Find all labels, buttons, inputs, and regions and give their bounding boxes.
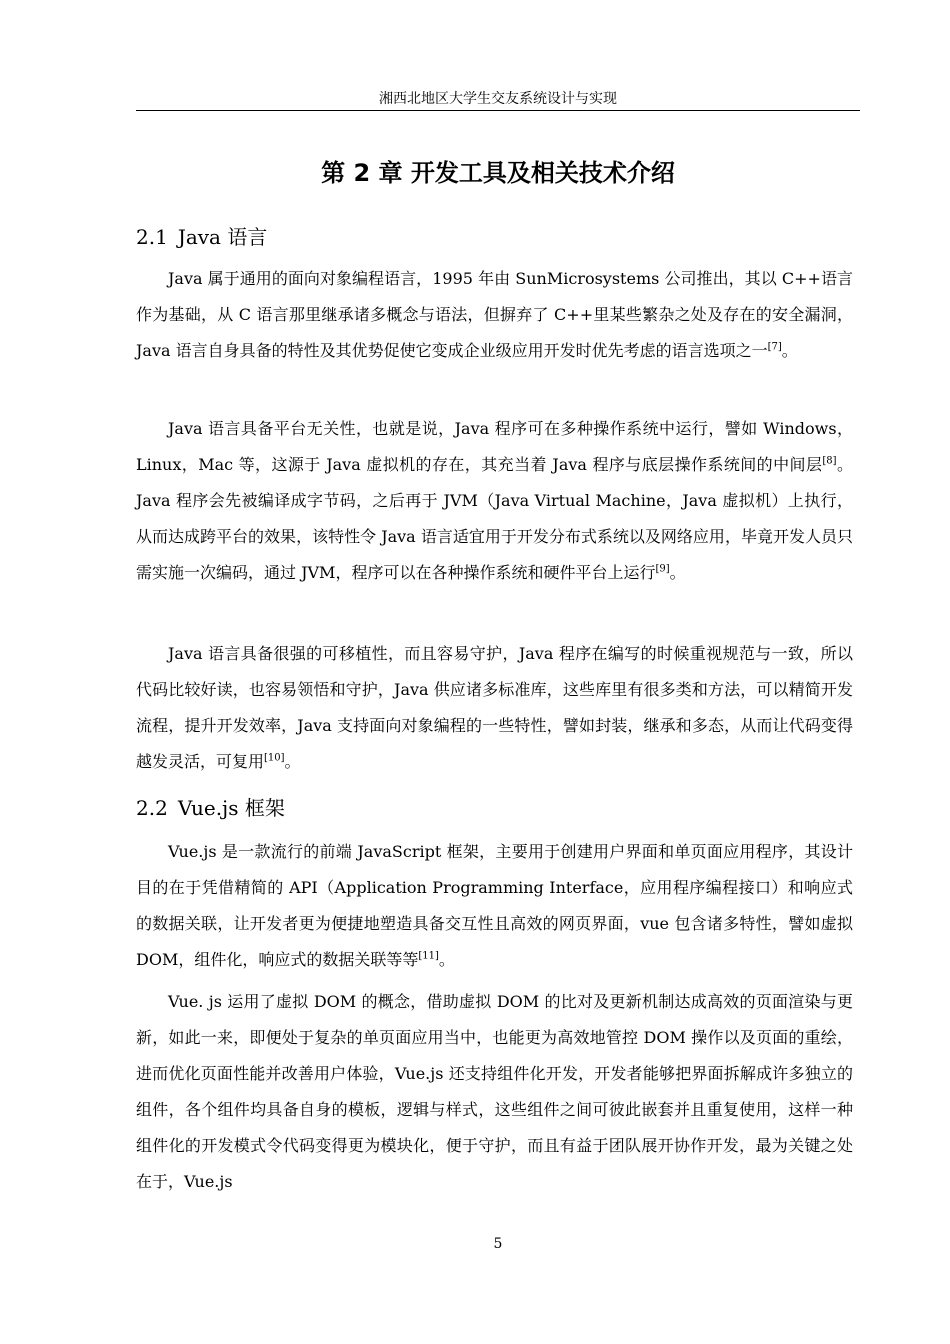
page-number: 5 (493, 1236, 503, 1252)
paragraph-end: 。 (284, 752, 301, 771)
citation: [10] (264, 752, 285, 764)
header-rule (136, 110, 860, 111)
paragraph (136, 984, 853, 1200)
paragraph-text: 。Java 程序会先被编译成字节码，之后再于 JVM（Java Virtual Machine，Java 虚拟机）上执行，从而达成跨平台的效果，该特性令 Java 语言适宜用于开发分布式系统以及网络应用，毕竟开发人员只需实施一次编码，通过 JVM，程序可以在各种操作系统和硬件平台上运行 (136, 455, 853, 582)
section-title: Java 语言 (177, 225, 268, 249)
paragraph (136, 261, 853, 369)
paragraph-end: 。 (781, 341, 798, 360)
paragraph-text: Java 语言具备很强的可移植性，而且容易守护，Java 程序在编写的时候重视规范与一致，所以代码比较好读，也容易领悟和守护，Java 供应诸多标准库，这些库里有很多类和方法，可以精简开发流程，提升开发效率，Java 支持面向对象编程的一些特性，譬如封装，继承和多态，从而让代码变得越发灵活，可复用 (136, 644, 853, 771)
chapter-title: 第 2 章 开发工具及相关技术介绍 (321, 159, 675, 187)
paragraph-end: 。 (669, 563, 686, 582)
citation: [8] (822, 455, 837, 467)
running-header: 湘西北地区大学生交友系统设计与实现 (379, 91, 617, 107)
section-heading-2-1 (136, 222, 860, 252)
citation: [7] (767, 341, 782, 353)
paragraph (136, 411, 853, 591)
section-number: 2.2 (136, 796, 168, 820)
paragraph-text: Vue. js 运用了虚拟 DOM 的概念，借助虚拟 DOM 的比对及更新机制达成高效的页面渲染与更新，如此一来，即便处于复杂的单页面应用当中，也能更为高效地管控 DOM 操作以及页面的重绘，进而优化页面性能并改善用户体验，Vue.js 还支持组件化开发，开发者能够把界面拆解成许多独立的组件，各个组件均具备自身的模板，逻辑与样式，这些组件之间可彼此嵌套并且重复使用，这样一种组件化的开发模式令代码变得更为模块化，便于守护，而且有益于团队展开协作开发，最为关键之处在于，Vue.js (136, 992, 853, 1191)
paragraph-text: Java 属于通用的面向对象编程语言，1995 年由 SunMicrosystems 公司推出，其以 C++语言作为基础，从 C 语言那里继承诸多概念与语法，但摒弃了 C++里某些繁杂之处及存在的安全漏洞，Java 语言自身具备的特性及其优势促使它变成企业级应用开发时优先考虑的语言选项之一 (136, 269, 853, 360)
paragraph (136, 834, 853, 978)
section-number: 2.1 (136, 225, 168, 249)
paragraph-text: Java 语言具备平台无关性，也就是说，Java 程序可在多种操作系统中运行，譬如 Windows，Linux，Mac 等，这源于 Java 虚拟机的存在，其充当着 Java 程序与底层操作系统间的中间层 (136, 419, 853, 474)
paragraph-end: 。 (438, 950, 455, 969)
section-heading-2-2 (136, 793, 860, 823)
citation: [9] (655, 563, 670, 575)
paragraph (136, 636, 853, 780)
paragraph-text: Vue.js 是一款流行的前端 JavaScript 框架，主要用于创建用户界面和单页面应用程序，其设计目的在于凭借精简的 API（Application Programming Interface，应用程序编程接口）和响应式的数据关联，让开发者更为便捷地塑造具备交互性且高效的网页界面，vue 包含诸多特性，譬如虚拟 DOM，组件化，响应式的数据关联等等 (136, 842, 853, 969)
citation: [11] (418, 950, 439, 962)
section-title: Vue.js 框架 (177, 796, 285, 820)
